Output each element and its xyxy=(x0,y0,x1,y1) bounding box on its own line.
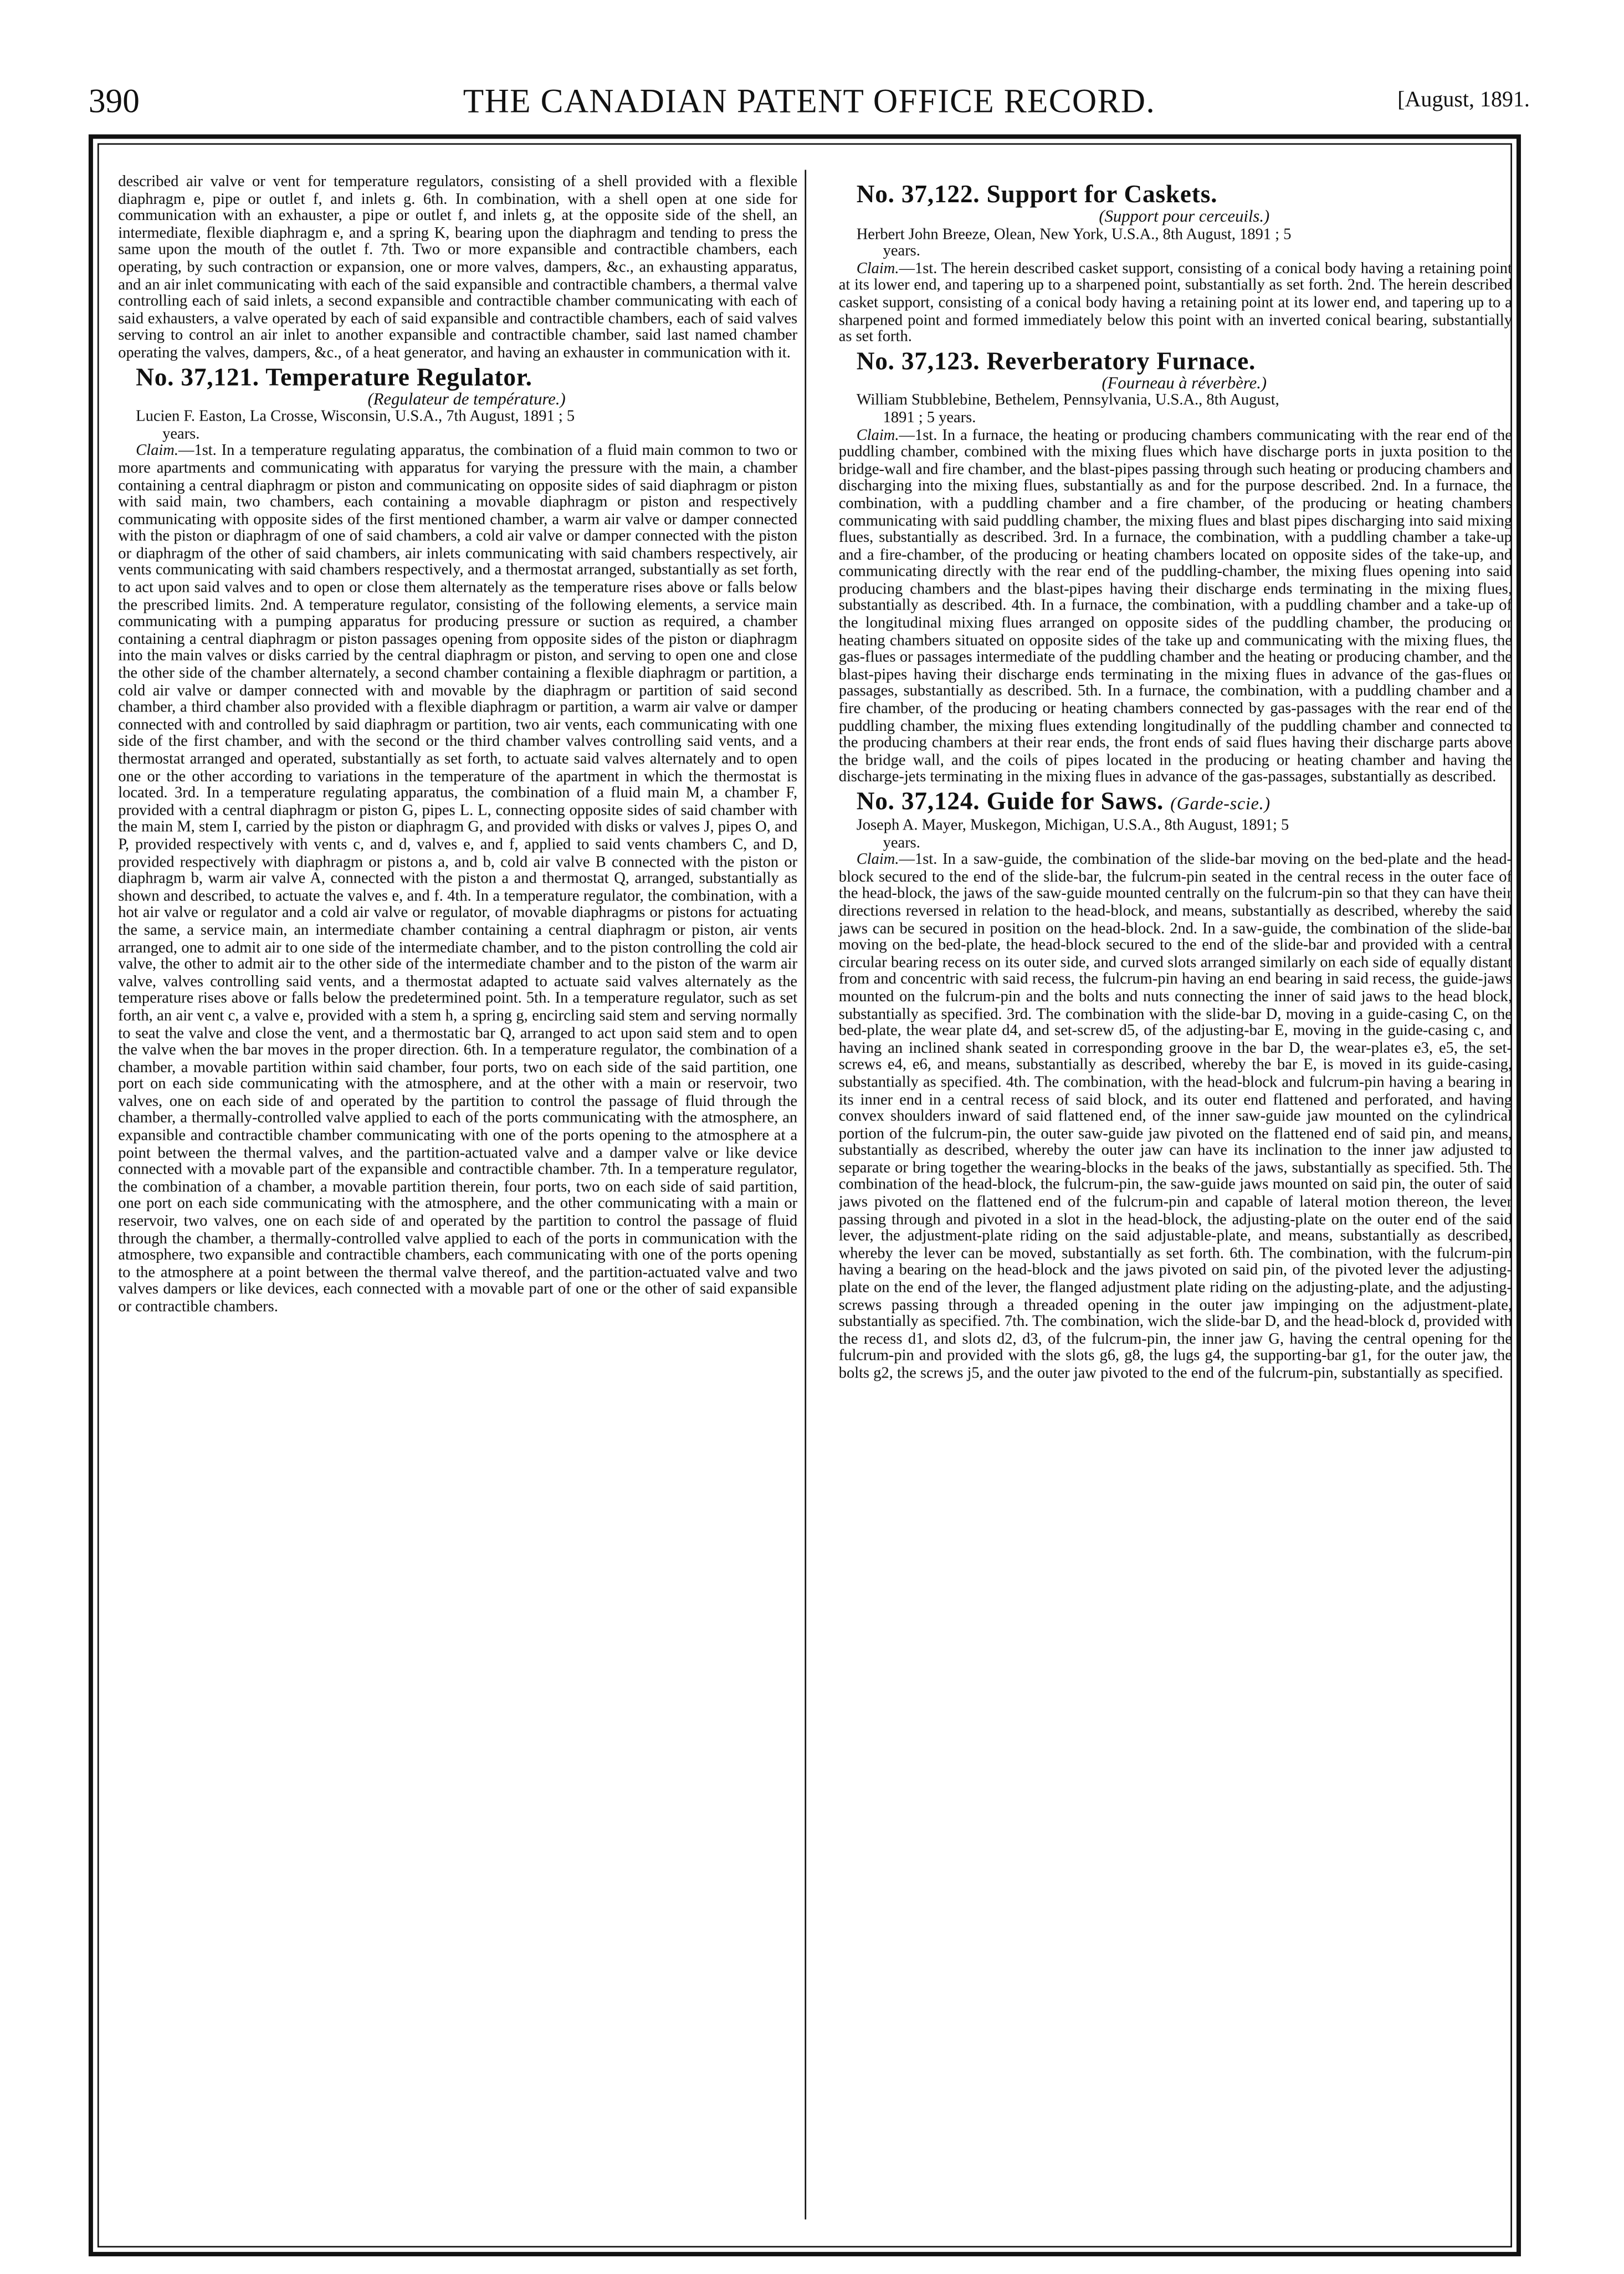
inventor-line xyxy=(118,409,797,444)
claim-text: —1st. The herein described casket support, consisting of a conical body having a retaining point at its lower end, and tapering up to a sharpened point, substantially as set forth. 2nd. The herein described casket support, consisting of a conical body having a retaining point at its lower end, and tapering up to a sharpened point and formed immediately below this point with an inverted conical bearing, substantially as set forth. xyxy=(838,259,1512,346)
patent-entry-37124 xyxy=(839,787,1512,1383)
patent-number: No. 37,121. xyxy=(136,362,259,391)
patent-subtitle: (Support pour cerceuils.) xyxy=(1099,208,1270,226)
patent-heading xyxy=(839,180,1512,209)
patent-number: No. 37,122. xyxy=(856,180,980,208)
inventor-line xyxy=(839,393,1512,428)
claim-paragraph xyxy=(839,852,1512,1383)
claim-paragraph xyxy=(839,428,1512,787)
claim-label: Claim. xyxy=(856,851,899,869)
page-number: 390 xyxy=(88,83,140,120)
patent-heading xyxy=(118,362,797,392)
claim-paragraph xyxy=(118,443,797,1317)
patent-subtitle: (Regulateur de température.) xyxy=(367,390,566,408)
inventor-info: Lucien F. Easton, La Crosse, Wisconsin, U.S.A., 7th August, 1891 ; 5 xyxy=(136,407,575,426)
continued-claims: described air valve or vent for temperature regulators, consisting of a shell provided with a flexible diaphragm e, pipe or outlet f, and inlets g. 6th. In combination, with a shell open at one side for communication with an exhauster, a pipe or outlet f, and inlets g, at the opposite side of the shell, an intermediate, flexible diaphragm e, and a spring K, bearing upon the diaphragm and tending to press the same upon the mouth of the outlet f. 7th. Two or more expansible and contractible chambers, each operating, by such contraction or expansion, one or more valves, dampers, &c., an exhausting apparatus, and an air inlet communicating with each of the said expansible and contractible chambers, a thermal valve controlling each of said inlets, a second expansible and contractible chamber communicating with each of said exhausters, a valve operated by each of said expansible and contractible chambers, each of said valves serving to control an air inlet to another expansible and contractible chamber, said last named chamber operating the valves, dampers, &c., of a heat generator, and having an exhauster in communication with it. xyxy=(118,172,798,362)
claim-label: Claim. xyxy=(136,442,178,460)
left-column xyxy=(118,174,797,1317)
issue-date: [August, 1891. xyxy=(1397,88,1530,112)
running-header xyxy=(89,74,1530,130)
claim-text: —1st. In a saw-guide, the combination of the slide-bar moving on the bed-plate and the head-block secured to the end of the slide-bar, the fulcrum-pin seated in the central recess in the outer face of the head-block, the jaws of the saw-guide mounted centrally on the fulcrum-pin so that they can have their directions reversed in relation to the head-block, and means, substantially as described, whereby the said jaws can be secured in position on the head-block. 2nd. In a saw-guide, the combination of the slide-bar moving on the bed-plate, the head-block secured to the end of the slide-bar and provided with a central circular bearing recess on its outer side, and curved slots arranged similarly on each side of equally distant from and concentric with said recess, the fulcrum-pin having an end bearing in said recess, the guide-jaws mounted on the fulcrum-pin and the bolts and nuts connecting the inner of said jaws to the head block, substantially as specified. 3rd. The combination with the slide-bar D, moving in a guide-casing C, on the bed-plate, the wear plate d4, and set-screw d5, of the adjusting-bar E, moving in the guide-casing c, and having an inclined shank seated in corresponding groove in the bar D, the wear-plates e3, e5, the set-screws e4, e6, and means, substantially as described, whereby the bar E, is moved in its guide-casing, substantially as specified. 4th. The combination, with the head-block and fulcrum-pin having a bearing in its inner end in a central recess of said block, and its outer end flattened and perforated, and having convex shoulders inward of said flattened end, of the inner saw-guide jaw mounted on the cylindrical portion of the fulcrum-pin, the outer saw-guide jaw pivoted on the flattened end of said pin, and means, substantially as described, whereby the outer jaw can have its inclination to the inner jaw adjusted to separate or bring together the wearing-blocks in the beaks of the jaws, substantially as specified. 5th. The combination of the head-block, the fulcrum-pin, the saw-guide jaws mounted on said pin, the outer of said jaws pivoted on the flattened end of the fulcrum-pin and capable of lateral motion thereon, the lever passing through and pivoted in a slot in the head-block, the adjusting-plate on the outer end of the said lever, the adjustment-plate riding on the said adjustable-plate, and means, substantially as described, whereby the lever can be moved, substantially as set forth. 6th. The combination, with the fulcrum-pin having a bearing on the head-block and the jaws pivoted on said pin, of the pivoted lever the adjusting-plate on the end of the lever, the flanged adjustment plate riding on the adjusting-plate, and the adjusting-screws passing through a threaded opening in the outer jaw impinging on the adjustment-plate, substantially as specified. 7th. The combination, wich the slide-bar D, and the head-block d, provided with the recess d1, and slots d2, d3, of the fulcrum-pin, the inner jaw G, having the central opening for the fulcrum-pin and provided with the slots g6, g8, the lugs g4, the supporting-bar g1, for the outer jaw, the bolts g2, the screws j5, and the outer jaw pivoted to the end of the fulcrum-pin, substantially as specified. xyxy=(838,851,1512,1382)
patent-term: 1891 ; 5 years. xyxy=(883,409,976,427)
patent-term: years. xyxy=(883,833,920,852)
patent-subtitle: (Garde-scie.) xyxy=(1170,793,1270,814)
patent-term: years. xyxy=(883,242,920,260)
patent-subtitle: (Fourneau à réverbère.) xyxy=(1102,375,1267,393)
patent-entry-37121 xyxy=(118,362,797,1317)
patent-entry-37122 xyxy=(839,180,1512,346)
patent-title: Support for Caskets. xyxy=(986,180,1218,208)
patent-number: No. 37,124. xyxy=(856,787,980,816)
inventor-info: William Stubblebine, Bethelem, Pennsylvania, U.S.A., 8th August, xyxy=(856,392,1279,410)
inventor-info: Joseph A. Mayer, Muskegon, Michigan, U.S.A., 8th August, 1891; 5 xyxy=(856,816,1289,834)
patent-title: Guide for Saws. xyxy=(986,787,1164,816)
claim-text: —1st. In a temperature regulating apparatus, the combination of a fluid main common to two or more apartments and communicating with apparatus for varying the pressure with the main, a chamber containing a central diaphragm or piston and communicating on opposite sides of said diaphragm or piston with said main, two chambers, each containing a movable diaphragm or piston and respectively communicating with opposite sides of the first mentioned chamber, a warm air valve or damper connected with the piston or diaphragm of one of said chambers, a cold air valve or damper connected with the piston or diaphragm of the other of said chambers, air inlets communicating with said chambers respectively, air vents communicating with said chambers respectively, and a thermostat arranged, substantially as set forth, to act upon said valves and to open or close them alternately as the temperature rises above or falls below the prescribed limits. 2nd. A temperature regulator, consisting of the following elements, a service main communicating with a pumping apparatus for producing pressure or suction as required, a chamber containing a central diaphragm or piston passages opening from opposite sides of the piston or diaphragm into the main valves or disks carried by the central diaphragm or piston, and serving to open one and close the other side of the chamber alternately, a second chamber containing a flexible diaphragm or partition, a cold air valve or damper connected with and movable by the diaphragm or partition of said second chamber, a third chamber also provided with a flexible diaphragm or partition, a warm air valve or damper connected with and controlled by said diaphragm or partition, two air vents, each communicating with one side of the first chamber, and with the second or the third chamber valves controlling said vents, and a thermostat arranged and operated, substantially as set forth, to actuate said valves alternately and to open one or the other according to variations in the temperature of the apartment in which the thermostat is located. 3rd. In a temperature regulating apparatus, the combination of a fluid main M, a chamber F, provided with a central diaphragm or piston G, pipes L. L, connecting opposite sides of said chamber with the main M, stem I, carried by the piston or diaphragm G, and provided with disks or valves J, pipes O, and P, provided respectively with vents c, and d, valves e, and f, applied to said vents chambers C, and D, provided respectively with diaphragm or pistons a, and b, cold air valve B connected with the piston or diaphragm b, warm air valve A, connected with the piston a and thermostat Q, arranged, substantially as shown and described, to actuate the valves e, and f. 4th. In a temperature regulator, the combination, with a hot air valve or regulator and a cold air valve or regulator, of movable diaphragms or pistons for actuating the same, a service main, an intermediate chamber containing a central diaphragm or piston, air vents arranged, one to admit air to one side of the intermediate chamber, and to the piston controlling the cold air valve, the other to admit air to the other side of the intermediate chamber and to the piston of the warm air valve, valves controlling said vents, and a thermostat adapted to actuate said valves alternately as the temperature rises above or falls below the predetermined point. 5th. In a temperature regulator, such as set forth, an air vent c, a valve e, provided with a stem h, a spring g, encircling said stem and serving normally to seat the valve and close the vent, and a thermostatic bar Q, arranged to act upon said stem and to open the valve when the bar moves in the proper direction. 6th. In a temperature regulator, the combination of a chamber, a movable partition within said chamber, four ports, two on each side of the said partition, one port on each side communicating with the atmosphere, and at the other with a main or reservoir, two valves, one on each side of and operated by the partition to control the passage of fluid through the chamber, a thermally-controlled valve applied to each of the ports communicating with the atmosphere, an expansible and contractible chamber communicating with one of the ports opening to the atmosphere at a point between the thermal valves, and the partition-actuated valve and a damper valve or like device connected with a movable part of the expansible and contractible chamber. 7th. In a temperature regulator, the combination of a chamber, a movable partition therein, four ports, two on each side of said partition, one port on each side communicating with the atmosphere, and the other communicating with a main or reservoir, two valves, one on each side of and operated by the partition to control the passage of fluid through the chamber, a thermally-controlled valve applied to each of the ports in communication with the atmosphere, two expansible and contractible chambers, each communicating with one of the ports opening to the atmosphere at a point between the thermal valve thereof, and the partition-actuated valve and two valves dampers or like devices, each connected with a movable part of one or the other of said expansible or contractible chambers. xyxy=(118,442,798,1316)
patent-title: Reverberatory Furnace. xyxy=(986,346,1256,375)
claim-label: Claim. xyxy=(856,259,899,278)
patent-term: years. xyxy=(162,424,200,443)
inventor-info: Herbert John Breeze, Olean, New York, U.S.A., 8th August, 1891 ; 5 xyxy=(856,225,1292,243)
patent-entry-37123 xyxy=(839,347,1512,787)
patent-heading xyxy=(839,347,1512,376)
inventor-line xyxy=(839,227,1512,261)
inventor-line xyxy=(839,818,1512,852)
journal-title: THE CANADIAN PATENT OFFICE RECORD. xyxy=(463,83,1155,120)
patent-number: No. 37,123. xyxy=(856,346,980,375)
patent-title: Temperature Regulator. xyxy=(265,362,532,391)
claim-text: —1st. In a furnace, the heating or producing chambers communicating with the rear end of the puddling chamber, combined with the mixing flues which have discharge ports in juxta position to the bridge-wall and fire chamber, and the blast-pipes passing through such heating or producing chambers and discharging into the mixing flues, substantially as and for the purpose described. 2nd. In a furnace, the combination, with a puddling chamber and a fire chamber, of the producing or heating chambers communicating with said puddling chamber, the mixing flues and blast pipes discharging into said mixing flues, substantially as described. 3rd. In a furnace, the combination, with a puddling chamber a take-up and a fire-chamber, of the producing or heating chambers located on opposite sides of the take-up, and communicating directly with the rear end of the puddling-chamber, the mixing flues opening into said producing chambers and the blast-pipes having their discharge ends terminating in the mixing flues, substantially as described. 4th. In a furnace, the combination, with a puddling chamber and a take-up of the longitudinal mixing flues arranged on opposite sides of the puddling chamber, the producing or heating chambers situated on opposite sides of the take up and communicating with the mixing flues, the gas-flues or passages intermediate of the puddling chamber and the heating or producing chamber, and the blast-pipes having their discharge ends terminating in the mixing flues in advance of the gas-flues or passages, substantially as described. 5th. In a furnace, the combination, with a puddling chamber and a fire chamber, of the producing or heating chambers connected by gas-passages with the rear end of the puddling chamber, the mixing flues extending longitudinally of the puddling chamber and connected to the producing chambers at their rear ends, the front ends of said flues having their discharge parts above the bridge wall, and the coils of pipes located in the producing or heating chamber and having the discharge-jets terminating in the mixing flues in advance of the gas-passages, substantially as described. xyxy=(838,426,1512,786)
column-divider xyxy=(805,170,806,2219)
claim-paragraph xyxy=(839,261,1512,346)
claim-label: Claim. xyxy=(856,426,899,444)
patent-heading xyxy=(839,787,1512,818)
right-column xyxy=(839,174,1512,1383)
